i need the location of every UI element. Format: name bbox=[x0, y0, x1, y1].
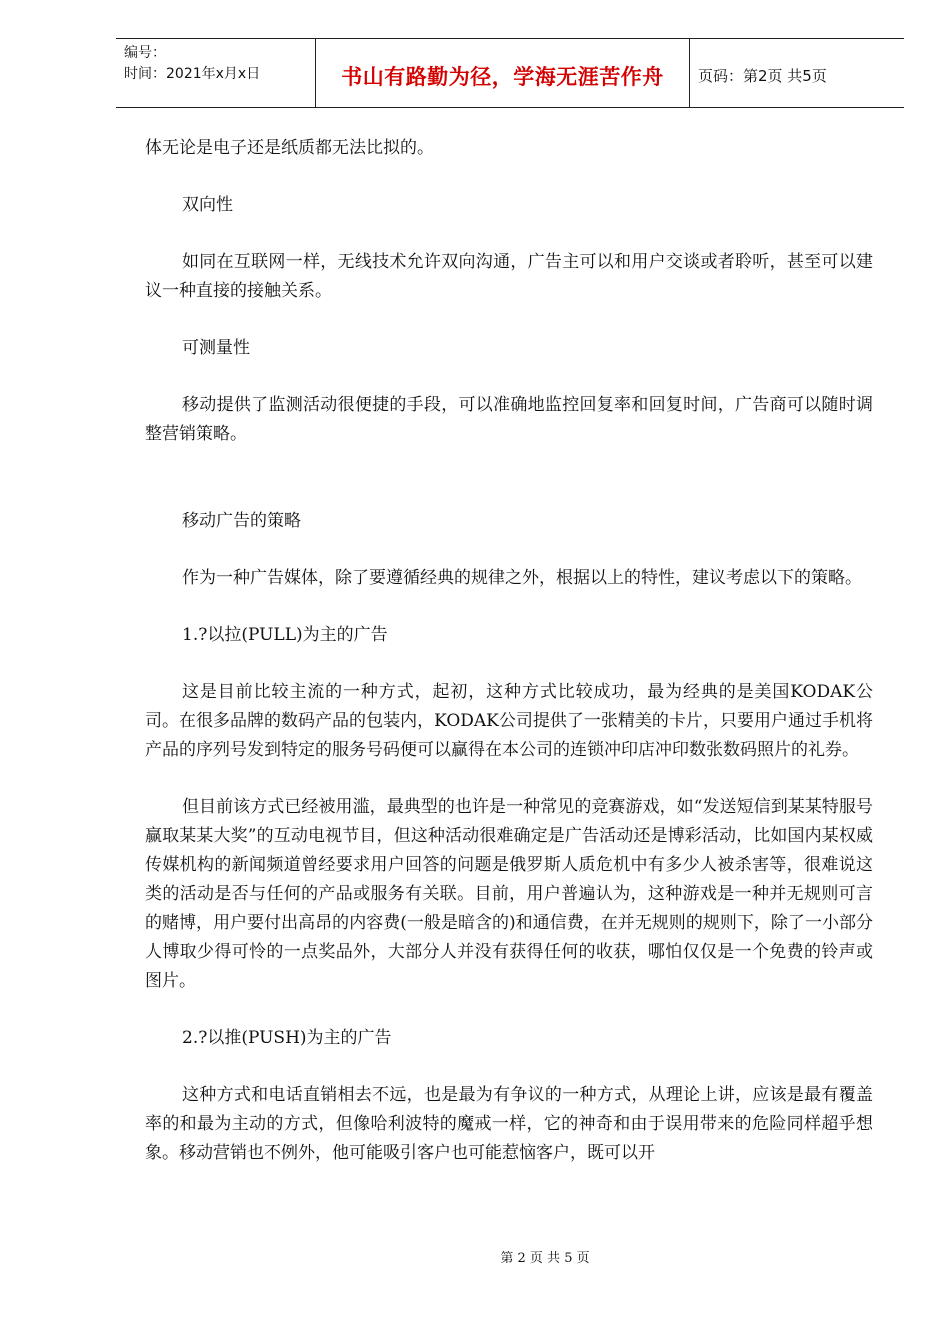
section-heading: 1.?以拉(PULL)为主的广告 bbox=[182, 625, 388, 645]
number-label: 编号： bbox=[124, 45, 166, 61]
paragraph: 这种方式和电话直销相去不远，也是最为有争议的一种方式，从理论上讲，应该是最有覆盖率的和最为主动的方式，但像哈利波特的魔戒一样，它的神奇和由于误用带来的危险同样超乎想象。移动营销也不例外，他可能吸引客户也可能惹恼客户，既可以开 bbox=[145, 1085, 873, 1163]
header-motto: 书山有路勤为径，学海无涯苦作舟 bbox=[316, 39, 690, 107]
spacer bbox=[145, 477, 873, 507]
section-heading: 双向性 bbox=[182, 195, 233, 215]
section-heading: 2.?以推(PUSH)为主的广告 bbox=[182, 1028, 392, 1048]
paragraph: 移动提供了监测活动很便捷的手段，可以准确地监控回复率和回复时间，广告商可以随时调整营销策略。 bbox=[145, 395, 873, 444]
paragraph: 如同在互联网一样，无线技术允许双向沟通，广告主可以和用户交谈或者聆听，甚至可以建议一种直接的接触关系。 bbox=[145, 252, 873, 301]
paragraph: 但目前该方式已经被用滥，最典型的也许是一种常见的竞赛游戏，如“发送短信到某某特服号赢取某某大奖”的互动电视节目，但这种活动很难确定是广告活动还是博彩活动，比如国内某权威传媒机构的新闻频道曾经要求用户回答的问题是俄罗斯人质危机中有多少人被杀害等，很难说这类的活动是否与任何的产品或服务有关联。目前，用户普遍认为，这种游戏是一种并无规则可言的赌博，用户要付出高昂的内容费(一般是暗含的)和通信费，在并无规则的规则下，除了一小部分人博取少得可怜的一点奖品外，大部分人并没有获得任何的收获，哪怕仅仅是一个免费的铃声或图片。 bbox=[145, 797, 873, 991]
section-heading: 可测量性 bbox=[182, 338, 250, 358]
page-header bbox=[116, 38, 904, 108]
paragraph: 体无论是电子还是纸质都无法比拟的。 bbox=[145, 138, 434, 158]
paragraph: 这是目前比较主流的一种方式，起初，这种方式比较成功，最为经典的是美国KODAK公司。在很多品牌的数码产品的包装内，KODAK公司提供了一张精美的卡片，只要用户通过手机将产品的序列号发到特定的服务号码便可以赢得在本公司的连锁冲印店冲印数张数码照片的礼券。 bbox=[145, 682, 873, 760]
time-label: 时间：2021年x月x日 bbox=[124, 66, 261, 82]
document-body bbox=[145, 134, 873, 1196]
paragraph: 作为一种广告媒体，除了要遵循经典的规律之外，根据以上的特性，建议考虑以下的策略。 bbox=[182, 568, 862, 588]
page-footer: 第 2 页 共 5 页 bbox=[500, 1251, 590, 1266]
section-heading: 移动广告的策略 bbox=[182, 511, 301, 531]
header-meta bbox=[116, 39, 316, 107]
header-page-label: 页码：第2页 共5页 bbox=[698, 66, 827, 85]
